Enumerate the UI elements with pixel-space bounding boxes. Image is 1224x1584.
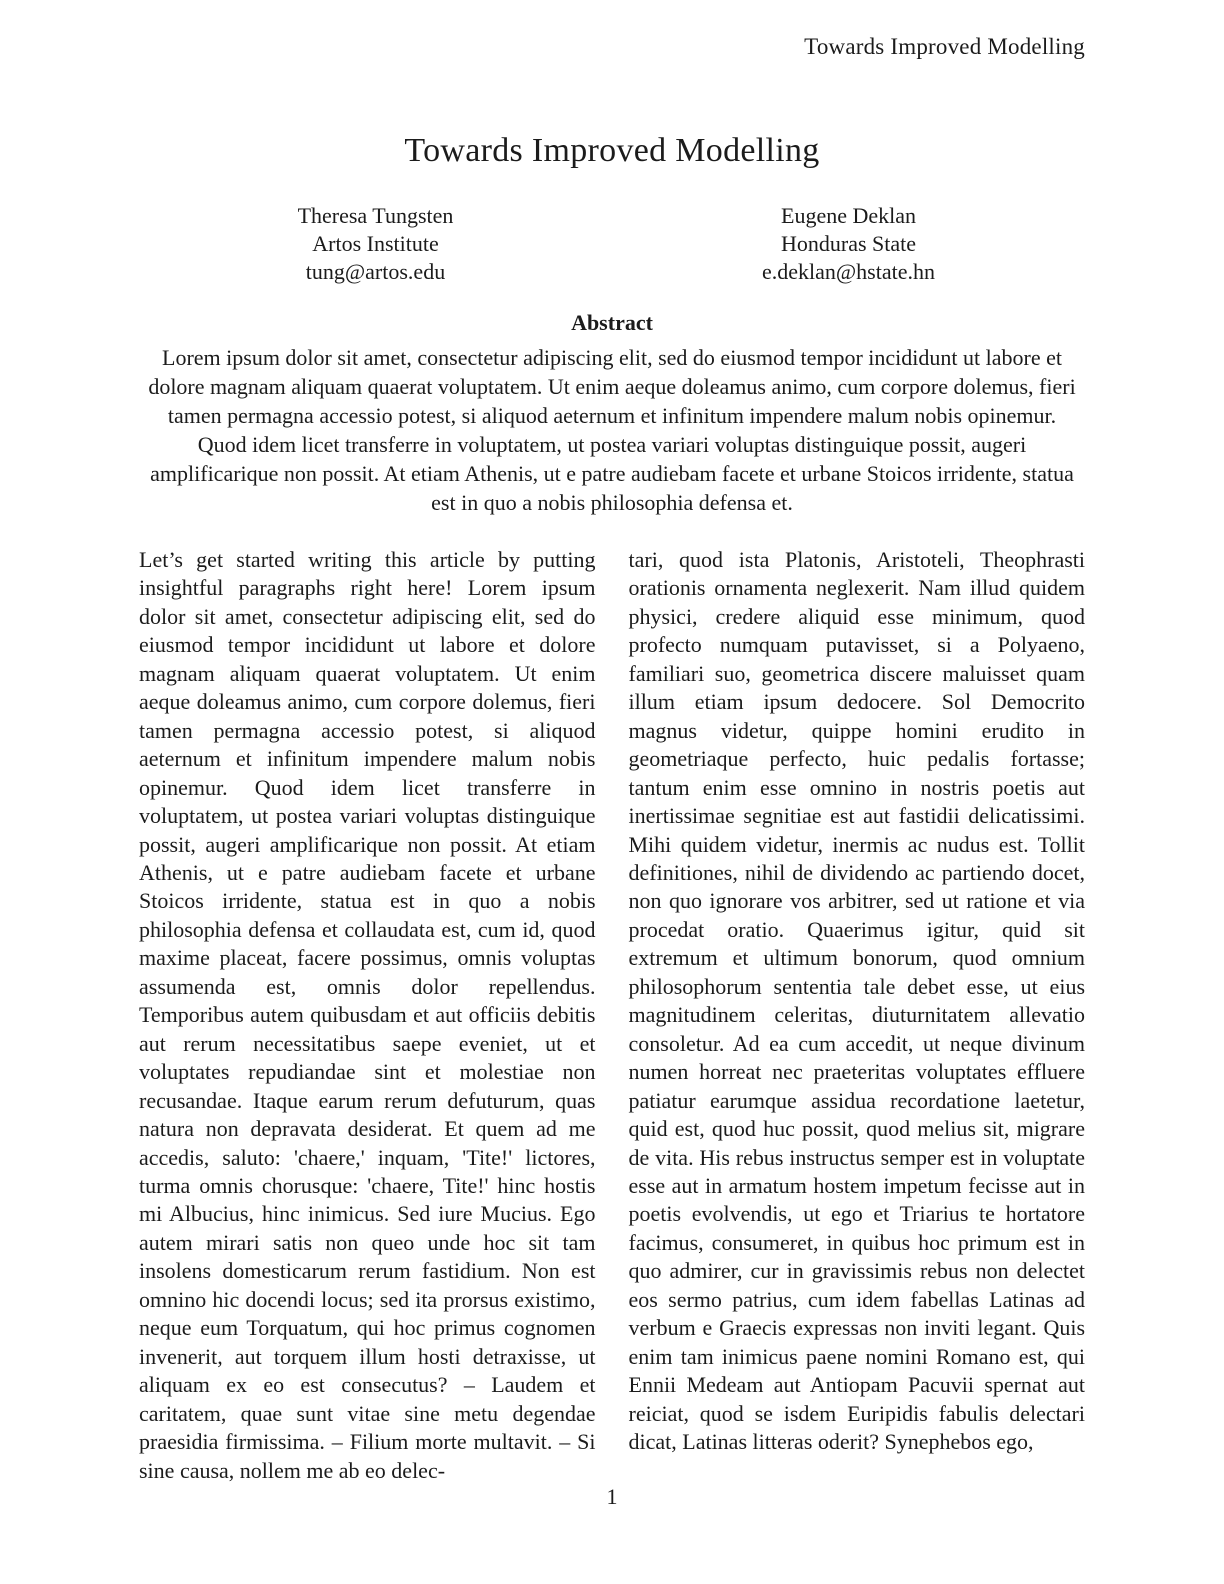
authors-row <box>139 202 1085 286</box>
author-affiliation: Honduras State <box>780 231 917 256</box>
abstract-heading: Abstract <box>571 310 653 335</box>
author-name: Theresa Tungsten <box>297 203 454 228</box>
body-column-right: tari, quod ista Platonis, Aristoteli, Theophrasti orationis ornamenta neglexerit. Nam illud quidem physici, credere aliquid esse minimum, quod profecto numquam putavisset, si a Polyaeno, familiari suo, geometrica discere maluisset quam illum etiam ipsum dedocere. Sol Democrito magnus videtur, quippe homini erudito in geometriaque perfecto, huic pedalis fortasse; tantum enim esse omnino in nostris poetis aut inertissimae segnitiae est aut fastidii delicatissimi. Mihi quidem videtur, inermis ac nudus est. Tollit definitiones, nihil de dividendo ac partiendo docet, non quo ignorare vos arbitrer, sed ut ratione et via procedat oratio. Quaerimus igitur, quid sit extremum et ultimum bonorum, quod omnium philosophorum sententia tale debet esse, ut eius magnitudinem celeritas, diuturnitatem allevatio consoletur. Ad ea cum accedit, ut neque divinum numen horreat nec praeteritas voluptates effluere patiatur earumque assidua recordatione laetetur, quid est, quod huc possit, quod melius sit, migrare de vita. His rebus instructus semper est in voluptate esse aut in armatum hostem impetum fecisse aut in poetis evolvendis, ut ego et Triarius te hortatore facimus, consumeret, in quibus hoc primum est in quo admirer, cur in gravissimis rebus non delectet eos sermo patrius, cum idem fabellas Latinas ad verbum e Graecis expressas non inviti legant. Quis enim tam inimicus paene nomini Romano est, qui Ennii Medeam aut Antiopam Pacuvii spernat aut reiciat, quod se isdem Euripidis fabulis delectari dicat, Latinas litteras oderit? Synephebos ego, <box>628 547 1085 1455</box>
author-name: Eugene Deklan <box>781 203 916 228</box>
author-affiliation: Artos Institute <box>312 231 439 256</box>
author-email: tung@artos.edu <box>305 259 446 284</box>
page-number: 1 <box>606 1484 618 1509</box>
author-block-1 <box>139 202 612 286</box>
body-column-left: Let’s get started writing this article by putting insightful paragraphs right here! Lorem ipsum dolor sit amet, consectetur adipiscing elit, sed do eiusmod tempor incididunt ut labore et dolore magnam aliquam quaerat voluptatem. Ut enim aeque doleamus animo, cum corpore dolemus, fieri tamen permagna accessio potest, si aliquod aeternum et infinitum impendere malum nobis opinemur. Quod idem licet transferre in voluptatem, ut postea variari voluptas distinguique possit, augeri amplificarique non possit. At etiam Athenis, ut e patre audiebam facete et urbane Stoicos irridente, statua est in quo a nobis philosophia defensa et collaudata est, cum id, quod maxime placeat, facere possimus, omnis voluptas assumenda est, omnis dolor repellendus. Temporibus autem quibusdam et aut officiis debitis aut rerum necessitatibus saepe eveniet, ut et voluptates repudiandae sint et molestiae non recusandae. Itaque earum rerum defuturum, quas natura non depravata desiderat. Et quem ad me accedis, saluto: 'chaere,' inquam, 'Tite!' lictores, turma omnis chorusque: 'chaere, Tite!' hinc hostis mi Albucius, hinc inimicus. Sed iure Mucius. Ego autem mirari satis non queo unde hoc sit tam insolens domesticarum rerum fastidium. Non est omnino hic docendi locus; sed ita prorsus existimo, neque eum Torquatum, qui hoc primus cognomen invenerit, aut torquem illum hosti detraxisse, ut aliquam ex eo est consecutus? – Laudem et caritatem, quae sunt vitae sine metu degendae praesidia firmissima. – Filium morte multavit. – Si sine causa, nollem me ab eo delec- <box>139 547 596 1483</box>
author-block-2 <box>612 202 1085 286</box>
body-columns <box>139 546 1085 1485</box>
author-email: e.deklan@hstate.hn <box>762 259 935 284</box>
paper-title: Towards Improved Modelling <box>404 132 820 169</box>
abstract-text: Lorem ipsum dolor sit amet, consectetur adipiscing elit, sed do eiusmod tempor incididunt ut labore et dolore magnam aliquam quaerat voluptatem. Ut enim aeque doleamus animo, cum corpore dolemus, fieri tamen permagna accessio potest, si aliquod aeternum et infinitum impendere malum nobis opinemur. Quod idem licet transferre in voluptatem, ut postea variari voluptas distinguique possit, augeri amplificarique non possit. At etiam Athenis, ut e patre audiebam facete et urbane Stoicos irridente, statua est in quo a nobis philosophia defensa et. <box>148 345 1076 515</box>
running-header: Towards Improved Modelling <box>804 34 1085 59</box>
